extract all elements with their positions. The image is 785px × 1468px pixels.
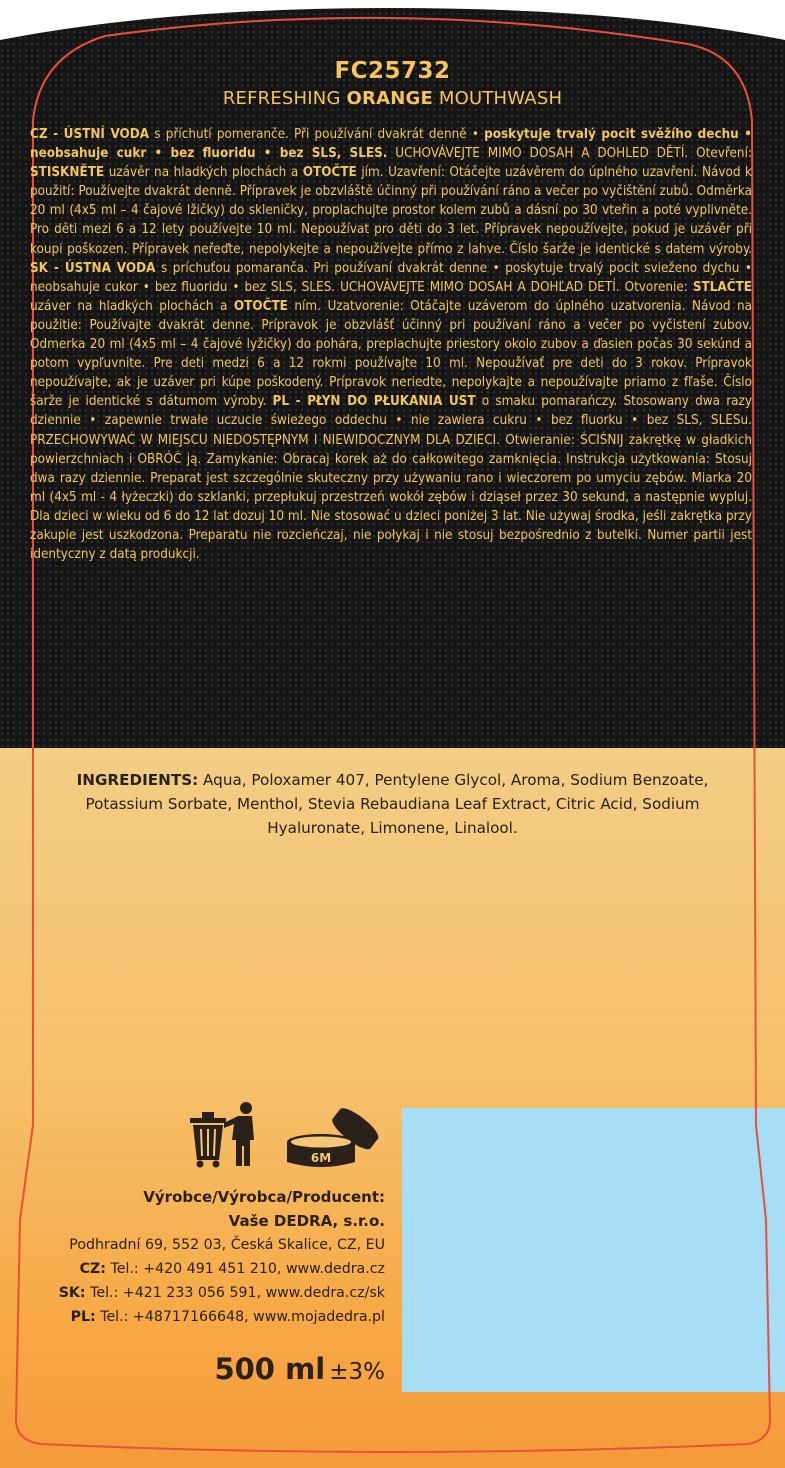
open-jar-icon bbox=[283, 1100, 385, 1174]
producer-title: Výrobce/Výrobca/Producent: bbox=[143, 1188, 385, 1206]
volume-tolerance: ±3% bbox=[329, 1359, 385, 1385]
usage-instructions-text bbox=[30, 125, 752, 737]
producer-company: Vaše DEDRA, s.r.o. bbox=[228, 1212, 385, 1230]
body-text-segment: uzávěr na hladkých plochách a bbox=[104, 165, 303, 181]
body-text-segment: UCHOVÁVEJTE MIMO DOSAH A DOHLED DĚTÍ. Otevření: bbox=[387, 146, 752, 162]
body-text-segment: o smaku pomarańczy. Stosowany dwa razy dziennie • zapewnie trwałe uczucie świeżego oddechu • nie zawiera cukru • bez fluorku • bez SLS, SLESu. PRZECHOWYWAĆ W MIEJSCU NIEDOSTĘPNYM I NIEWIDOCZNYM DLA DZIECI. Otwieranie: ŚCIŚNIJ zakrętkę w gładkich powierzchniach i OBRÓĆ ją. Zamykanie: Obracaj korek aż do całkowitego zamknięcia. Instrukcja użytkowania: Stosuj dwa razy dziennie. Preparat jest szczególnie skuteczny przy używaniu rano i wieczorem po umyciu zębów. Miarka 20 ml (4x5 ml - 4 łyżeczki) do szklanki, przepłukuj przestrzeń wokół zębów i dziąseł przez 30 sekund, a następnie wypluj. Dla dzieci w wieku od 6 do 12 lat dozuj 10 ml. Nie stosować u dzieci poniżej 3 lat. Nie używaj środka, jeśli zakrętka przy zakupie jest uszkodzona. Preparatu nie rozcieńczaj, nie połykaj i nie stosuj bezpośrednio z butelki. Numer partii jest identyczny z datą produkcji. bbox=[30, 394, 752, 563]
body-text-segment: s příchutí pomeranče. Při používání dvakrát denně • bbox=[149, 127, 485, 142]
trash-bin-person-icon bbox=[188, 1102, 262, 1168]
subtitle-bold: ORANGE bbox=[346, 88, 433, 109]
pao-label: 6M bbox=[310, 1151, 332, 1165]
producer-address: Podhradní 69, 552 03, Česká Skalice, CZ, EU bbox=[69, 1237, 385, 1253]
body-heading-segment: OTOČTE bbox=[302, 165, 357, 181]
volume-value: 500 ml bbox=[214, 1352, 326, 1386]
subtitle-post: MOUTHWASH bbox=[432, 88, 563, 109]
ingredients-block bbox=[75, 768, 710, 840]
product-code: FC25732 bbox=[334, 58, 451, 84]
subtitle-pre: REFRESHING bbox=[222, 88, 347, 109]
title-block bbox=[0, 58, 785, 109]
body-heading-segment: STLAČTE bbox=[692, 279, 752, 295]
contact-sk: SK: Tel.: +421 233 056 591, www.dedra.cz/sk bbox=[58, 1285, 385, 1301]
volume-block bbox=[214, 1352, 385, 1386]
body-text-segment: uzáver na hladkých plochách a bbox=[30, 298, 234, 314]
body-heading-segment: OTOČTE bbox=[233, 298, 288, 314]
contact-pl: PL: Tel.: +48717166648, www.mojadedra.pl bbox=[70, 1309, 385, 1325]
body-heading-segment: STISKNĚTE bbox=[30, 165, 105, 181]
producer-block bbox=[0, 1185, 385, 1329]
body-heading-segment: SK - ÚSTNA VODA bbox=[30, 260, 156, 276]
body-heading-segment: PL - PŁYN DO PŁUKANIA UST bbox=[272, 394, 476, 410]
body-heading-segment: CZ - ÚSTNÍ VODA bbox=[30, 127, 150, 142]
body-text-segment: s príchuťou pomaranča. Pri používaní dvakrát denne • poskytuje trvalý pocit svieženo dychu • neobsahuje cukor • bez fluoridu • bez SLS, SLES. UCHOVÁVEJTE MIMO DOSAH A DOHĽAD DETÍ. Otvorenie: bbox=[30, 260, 752, 295]
ingredients-label: INGREDIENTS: bbox=[76, 771, 199, 789]
body-text-segment: jím. Uzavření: Otáčejte uzávěrem do úplného uzavření. Návod k použití: Používejte dvakrát denně. Přípravek je obzvláště účinný při používání ráno a večer po vyčištění zubů. Odměrka 20 ml (4x5 ml – 4 čajové lžičky) do skleničky, proplachujte prostor kolem zubů a dásní po 30 vteřin a poté vyplivněte. Pro děti mezi 6 a 12 lety používejte 10 ml. Nepoužívat pro děti do 3 let. Přípravek nepoužívejte, pokud je uzávěr při koupi poškozen. Přípravek neřeďte, nepolykejte a nepoužívejte přímo z lahve. Číslo šarže je identické s datem výroby. bbox=[30, 165, 752, 257]
product-subtitle bbox=[0, 88, 785, 109]
contact-cz: CZ: Tel.: +420 491 451 210, www.dedra.cz bbox=[79, 1261, 385, 1277]
body-text-segment: ním. Uzatvorenie: Otáčajte uzáverom do úplného uzatvorenia. Návod na použitie: Používajte dvakrát denne. Prípravok je obzvlášť účinný pri používaní ráno a večer po vyčistení zubov. Odmerka 20 ml (4x5 ml – 4 čajové lyžičky) do pohára, preplachujte priestory okolo zubov a ďasien počas 30 sekúnd a potom vypľuvnite. Pre deti medzi 6 a 12 rokmi používajte 10 ml. Nepoužívať pre deti do 3 rokov. Prípravok nepoužívajte, ak je uzáver pri kúpe poškodený. Prípravok neriedte, nepolykajte a nepoužívajte priamo z fľaše. Číslo šarže je identické s dátumom výroby. bbox=[30, 298, 753, 410]
ingredients-list: Aqua, Poloxamer 407, Pentylene Glycol, Aroma, Sodium Benzoate, Potassium Sorbate, Menthol, Stevia Rebaudiana Leaf Extract, Citric Acid, Sodium Hyaluronate, Limonene, Linalool. bbox=[85, 771, 709, 837]
body-heading-segment: poskytuje trvalý pocit svěžího dechu • neobsahuje cukr • bez fluoridu • bez SLS, SLES. bbox=[30, 127, 752, 162]
